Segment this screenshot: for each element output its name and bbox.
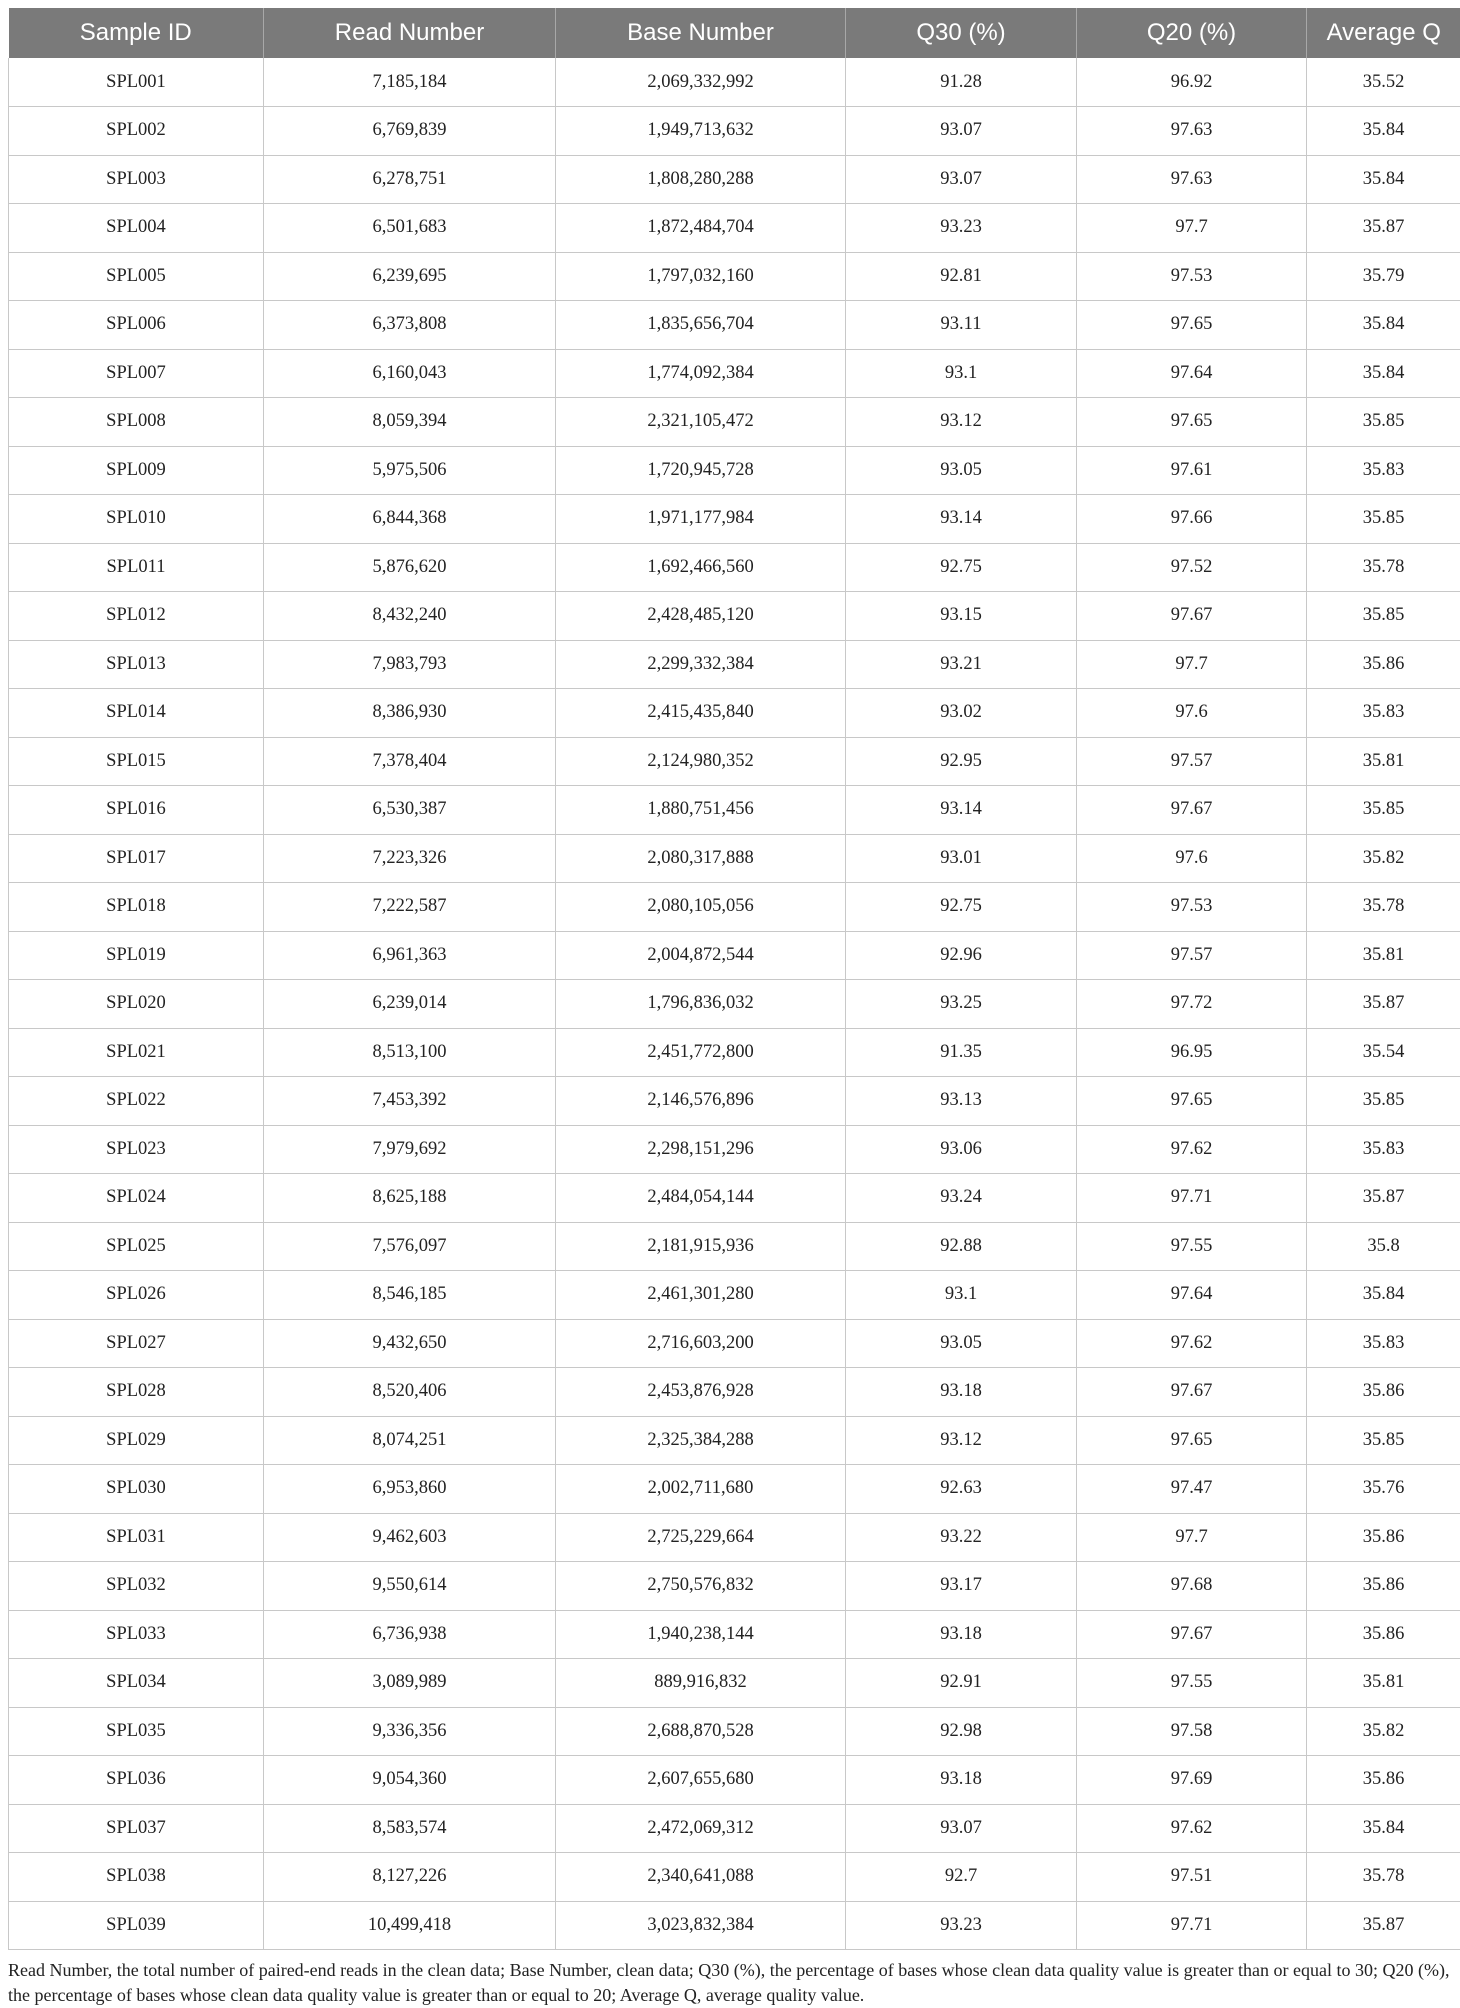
cell-average-q: 35.87 [1307,1901,1460,1950]
table-row [9,349,1460,398]
table-row [9,1174,1460,1223]
cell-average-q: 35.82 [1307,834,1460,883]
table-row [9,592,1460,641]
table-row [9,446,1460,495]
cell-average-q: 35.78 [1307,543,1460,592]
cell-q30: 92.75 [846,543,1077,592]
cell-sample-id: SPL032 [9,1562,264,1611]
cell-average-q: 35.84 [1307,155,1460,204]
cell-q30: 92.63 [846,1465,1077,1514]
table-row [9,1901,1460,1950]
cell-base-number: 2,716,603,200 [556,1319,846,1368]
cell-q20: 97.51 [1077,1853,1307,1902]
cell-q30: 93.07 [846,1804,1077,1853]
cell-q30: 93.23 [846,1901,1077,1950]
cell-q30: 93.05 [846,1319,1077,1368]
cell-q30: 92.75 [846,883,1077,932]
cell-q30: 92.81 [846,252,1077,301]
cell-sample-id: SPL028 [9,1368,264,1417]
cell-read-number: 8,074,251 [264,1416,556,1465]
cell-base-number: 1,835,656,704 [556,301,846,350]
cell-base-number: 3,023,832,384 [556,1901,846,1950]
cell-read-number: 7,983,793 [264,640,556,689]
cell-q30: 93.15 [846,592,1077,641]
table-row [9,252,1460,301]
table-row [9,301,1460,350]
cell-read-number: 9,336,356 [264,1707,556,1756]
cell-average-q: 35.83 [1307,1319,1460,1368]
cell-average-q: 35.87 [1307,1174,1460,1223]
cell-q20: 97.62 [1077,1804,1307,1853]
cell-base-number: 2,321,105,472 [556,398,846,447]
cell-average-q: 35.81 [1307,931,1460,980]
cell-sample-id: SPL030 [9,1465,264,1514]
cell-q20: 97.64 [1077,1271,1307,1320]
table-row [9,689,1460,738]
cell-sample-id: SPL024 [9,1174,264,1223]
cell-read-number: 8,546,185 [264,1271,556,1320]
cell-base-number: 1,796,836,032 [556,980,846,1029]
table-header [9,8,1460,58]
cell-q20: 97.72 [1077,980,1307,1029]
cell-q30: 93.07 [846,155,1077,204]
cell-average-q: 35.87 [1307,980,1460,1029]
cell-read-number: 6,530,387 [264,786,556,835]
cell-base-number: 2,415,435,840 [556,689,846,738]
cell-average-q: 35.83 [1307,689,1460,738]
cell-read-number: 6,844,368 [264,495,556,544]
table-row [9,640,1460,689]
cell-q30: 93.11 [846,301,1077,350]
cell-q20: 97.64 [1077,349,1307,398]
cell-q20: 97.7 [1077,1513,1307,1562]
cell-q30: 93.1 [846,349,1077,398]
table-row [9,495,1460,544]
cell-average-q: 35.79 [1307,252,1460,301]
cell-read-number: 7,453,392 [264,1077,556,1126]
cell-q20: 97.7 [1077,204,1307,253]
cell-q30: 92.88 [846,1222,1077,1271]
cell-base-number: 1,808,280,288 [556,155,846,204]
cell-q20: 97.53 [1077,883,1307,932]
table-row [9,883,1460,932]
table-row [9,1707,1460,1756]
cell-base-number: 2,004,872,544 [556,931,846,980]
cell-sample-id: SPL001 [9,58,264,107]
cell-q30: 93.13 [846,1077,1077,1126]
cell-q30: 93.12 [846,398,1077,447]
cell-q20: 97.62 [1077,1319,1307,1368]
cell-q20: 96.92 [1077,58,1307,107]
cell-q20: 97.47 [1077,1465,1307,1514]
table-row [9,1659,1460,1708]
header-q30: Q30 (%) [846,8,1077,58]
cell-average-q: 35.86 [1307,1513,1460,1562]
cell-q20: 97.53 [1077,252,1307,301]
cell-q30: 93.07 [846,107,1077,156]
cell-read-number: 7,979,692 [264,1125,556,1174]
cell-sample-id: SPL008 [9,398,264,447]
cell-q30: 93.17 [846,1562,1077,1611]
cell-sample-id: SPL016 [9,786,264,835]
cell-base-number: 2,146,576,896 [556,1077,846,1126]
cell-read-number: 7,185,184 [264,58,556,107]
cell-average-q: 35.54 [1307,1028,1460,1077]
cell-read-number: 6,239,695 [264,252,556,301]
table-row [9,1077,1460,1126]
cell-average-q: 35.86 [1307,1562,1460,1611]
cell-read-number: 8,513,100 [264,1028,556,1077]
cell-read-number: 8,432,240 [264,592,556,641]
cell-average-q: 35.87 [1307,204,1460,253]
table-row [9,786,1460,835]
table-row [9,1319,1460,1368]
table-row [9,1804,1460,1853]
cell-average-q: 35.83 [1307,446,1460,495]
table-row [9,1756,1460,1805]
cell-q20: 97.63 [1077,155,1307,204]
cell-base-number: 1,797,032,160 [556,252,846,301]
cell-q30: 93.06 [846,1125,1077,1174]
cell-average-q: 35.85 [1307,398,1460,447]
cell-read-number: 6,501,683 [264,204,556,253]
cell-read-number: 3,089,989 [264,1659,556,1708]
cell-sample-id: SPL009 [9,446,264,495]
cell-base-number: 1,774,092,384 [556,349,846,398]
cell-sample-id: SPL023 [9,1125,264,1174]
cell-read-number: 9,432,650 [264,1319,556,1368]
cell-base-number: 1,880,751,456 [556,786,846,835]
cell-base-number: 2,484,054,144 [556,1174,846,1223]
cell-base-number: 2,181,915,936 [556,1222,846,1271]
cell-q30: 93.24 [846,1174,1077,1223]
cell-q30: 92.95 [846,737,1077,786]
cell-q30: 93.18 [846,1610,1077,1659]
cell-average-q: 35.85 [1307,1077,1460,1126]
cell-sample-id: SPL017 [9,834,264,883]
cell-base-number: 1,872,484,704 [556,204,846,253]
cell-base-number: 2,750,576,832 [556,1562,846,1611]
cell-q20: 97.68 [1077,1562,1307,1611]
table-row [9,1125,1460,1174]
cell-q30: 92.7 [846,1853,1077,1902]
table-row [9,1271,1460,1320]
cell-average-q: 35.84 [1307,301,1460,350]
cell-q20: 97.67 [1077,1368,1307,1417]
table-row [9,1465,1460,1514]
cell-base-number: 2,472,069,312 [556,1804,846,1853]
cell-base-number: 2,461,301,280 [556,1271,846,1320]
table-row [9,1222,1460,1271]
cell-read-number: 6,373,808 [264,301,556,350]
cell-base-number: 2,069,332,992 [556,58,846,107]
cell-base-number: 1,720,945,728 [556,446,846,495]
cell-average-q: 35.8 [1307,1222,1460,1271]
cell-base-number: 2,080,317,888 [556,834,846,883]
cell-q30: 93.22 [846,1513,1077,1562]
cell-q30: 93.18 [846,1368,1077,1417]
cell-read-number: 8,520,406 [264,1368,556,1417]
table-row [9,1513,1460,1562]
cell-average-q: 35.86 [1307,1756,1460,1805]
cell-q30: 93.14 [846,495,1077,544]
cell-read-number: 8,583,574 [264,1804,556,1853]
cell-sample-id: SPL037 [9,1804,264,1853]
table-row [9,834,1460,883]
cell-sample-id: SPL005 [9,252,264,301]
cell-read-number: 8,127,226 [264,1853,556,1902]
cell-q20: 97.63 [1077,107,1307,156]
cell-q20: 97.65 [1077,1416,1307,1465]
cell-read-number: 6,239,014 [264,980,556,1029]
cell-sample-id: SPL027 [9,1319,264,1368]
cell-average-q: 35.85 [1307,1416,1460,1465]
cell-q20: 97.65 [1077,398,1307,447]
cell-sample-id: SPL021 [9,1028,264,1077]
cell-average-q: 35.81 [1307,1659,1460,1708]
cell-q30: 92.98 [846,1707,1077,1756]
cell-read-number: 7,576,097 [264,1222,556,1271]
cell-q30: 92.91 [846,1659,1077,1708]
cell-q20: 97.6 [1077,834,1307,883]
cell-q20: 97.67 [1077,1610,1307,1659]
cell-q30: 93.18 [846,1756,1077,1805]
cell-sample-id: SPL018 [9,883,264,932]
cell-read-number: 6,769,839 [264,107,556,156]
cell-q20: 97.71 [1077,1901,1307,1950]
cell-average-q: 35.84 [1307,349,1460,398]
cell-sample-id: SPL029 [9,1416,264,1465]
cell-q20: 97.55 [1077,1222,1307,1271]
table-row [9,58,1460,107]
cell-sample-id: SPL038 [9,1853,264,1902]
cell-sample-id: SPL015 [9,737,264,786]
header-q20: Q20 (%) [1077,8,1307,58]
cell-base-number: 2,725,229,664 [556,1513,846,1562]
cell-read-number: 7,222,587 [264,883,556,932]
cell-read-number: 6,953,860 [264,1465,556,1514]
cell-q20: 97.55 [1077,1659,1307,1708]
cell-read-number: 6,278,751 [264,155,556,204]
cell-base-number: 2,002,711,680 [556,1465,846,1514]
table-row [9,931,1460,980]
cell-read-number: 9,462,603 [264,1513,556,1562]
cell-sample-id: SPL014 [9,689,264,738]
header-average-q: Average Q [1307,8,1460,58]
cell-sample-id: SPL012 [9,592,264,641]
table-row [9,107,1460,156]
cell-q20: 97.62 [1077,1125,1307,1174]
cell-average-q: 35.82 [1307,1707,1460,1756]
cell-base-number: 1,949,713,632 [556,107,846,156]
cell-read-number: 7,223,326 [264,834,556,883]
header-base-number: Base Number [556,8,846,58]
cell-base-number: 2,607,655,680 [556,1756,846,1805]
table-body [9,58,1460,1950]
cell-q30: 93.01 [846,834,1077,883]
table-row [9,1562,1460,1611]
cell-sample-id: SPL019 [9,931,264,980]
cell-q20: 97.67 [1077,592,1307,641]
cell-read-number: 7,378,404 [264,737,556,786]
cell-base-number: 2,428,485,120 [556,592,846,641]
cell-average-q: 35.86 [1307,1610,1460,1659]
cell-read-number: 8,386,930 [264,689,556,738]
cell-q20: 97.71 [1077,1174,1307,1223]
cell-sample-id: SPL007 [9,349,264,398]
cell-q30: 93.14 [846,786,1077,835]
cell-base-number: 2,451,772,800 [556,1028,846,1077]
cell-base-number: 2,688,870,528 [556,1707,846,1756]
table-row [9,1610,1460,1659]
cell-q20: 97.6 [1077,689,1307,738]
cell-read-number: 5,975,506 [264,446,556,495]
cell-sample-id: SPL031 [9,1513,264,1562]
cell-base-number: 2,325,384,288 [556,1416,846,1465]
cell-q20: 97.58 [1077,1707,1307,1756]
cell-sample-id: SPL036 [9,1756,264,1805]
cell-base-number: 2,124,980,352 [556,737,846,786]
cell-read-number: 6,736,938 [264,1610,556,1659]
cell-average-q: 35.85 [1307,592,1460,641]
cell-average-q: 35.84 [1307,107,1460,156]
cell-q30: 93.02 [846,689,1077,738]
cell-q20: 97.52 [1077,543,1307,592]
cell-sample-id: SPL034 [9,1659,264,1708]
cell-read-number: 5,876,620 [264,543,556,592]
cell-read-number: 10,499,418 [264,1901,556,1950]
cell-base-number: 2,453,876,928 [556,1368,846,1417]
table-row [9,398,1460,447]
cell-q30: 91.28 [846,58,1077,107]
cell-q30: 93.05 [846,446,1077,495]
sequencing-quality-table [8,8,1460,1950]
cell-read-number: 6,961,363 [264,931,556,980]
cell-base-number: 2,299,332,384 [556,640,846,689]
cell-average-q: 35.86 [1307,640,1460,689]
table-row [9,980,1460,1029]
cell-q30: 92.96 [846,931,1077,980]
cell-q30: 93.21 [846,640,1077,689]
cell-base-number: 1,971,177,984 [556,495,846,544]
cell-sample-id: SPL002 [9,107,264,156]
cell-read-number: 9,550,614 [264,1562,556,1611]
cell-base-number: 1,940,238,144 [556,1610,846,1659]
table-row [9,155,1460,204]
cell-sample-id: SPL020 [9,980,264,1029]
table-row [9,737,1460,786]
cell-average-q: 35.52 [1307,58,1460,107]
table-row [9,1028,1460,1077]
cell-base-number: 2,080,105,056 [556,883,846,932]
cell-q30: 93.23 [846,204,1077,253]
cell-q20: 97.57 [1077,931,1307,980]
header-row [9,8,1460,58]
cell-sample-id: SPL022 [9,1077,264,1126]
cell-q20: 97.65 [1077,301,1307,350]
cell-average-q: 35.81 [1307,737,1460,786]
cell-read-number: 8,625,188 [264,1174,556,1223]
cell-sample-id: SPL010 [9,495,264,544]
cell-sample-id: SPL011 [9,543,264,592]
cell-q20: 97.65 [1077,1077,1307,1126]
cell-q20: 96.95 [1077,1028,1307,1077]
cell-q30: 93.1 [846,1271,1077,1320]
header-sample-id: Sample ID [9,8,264,58]
cell-sample-id: SPL025 [9,1222,264,1271]
cell-average-q: 35.85 [1307,786,1460,835]
cell-average-q: 35.86 [1307,1368,1460,1417]
cell-q20: 97.57 [1077,737,1307,786]
cell-average-q: 35.76 [1307,1465,1460,1514]
table-row [9,1853,1460,1902]
cell-read-number: 8,059,394 [264,398,556,447]
cell-sample-id: SPL033 [9,1610,264,1659]
cell-average-q: 35.84 [1307,1804,1460,1853]
table-row [9,1416,1460,1465]
cell-sample-id: SPL006 [9,301,264,350]
table-row [9,1368,1460,1417]
cell-sample-id: SPL013 [9,640,264,689]
table-row [9,543,1460,592]
cell-read-number: 6,160,043 [264,349,556,398]
cell-base-number: 889,916,832 [556,1659,846,1708]
cell-average-q: 35.85 [1307,495,1460,544]
cell-average-q: 35.83 [1307,1125,1460,1174]
cell-q20: 97.61 [1077,446,1307,495]
cell-base-number: 2,340,641,088 [556,1853,846,1902]
cell-sample-id: SPL039 [9,1901,264,1950]
cell-sample-id: SPL035 [9,1707,264,1756]
cell-q20: 97.67 [1077,786,1307,835]
cell-base-number: 2,298,151,296 [556,1125,846,1174]
cell-average-q: 35.78 [1307,883,1460,932]
cell-sample-id: SPL003 [9,155,264,204]
cell-q30: 91.35 [846,1028,1077,1077]
cell-q20: 97.69 [1077,1756,1307,1805]
cell-q30: 93.25 [846,980,1077,1029]
cell-q30: 93.12 [846,1416,1077,1465]
cell-average-q: 35.84 [1307,1271,1460,1320]
cell-q20: 97.7 [1077,640,1307,689]
table-footnote: Read Number, the total number of paired-end reads in the clean data; Base Number, clean data; Q30 (%), the percentage of bases whose clean data quality value is greater than or equal to 30; Q20 (%), the percentage of bases whose clean data quality value is greater than or equal to 20; Average Q, average quality value. [8,1958,1460,2008]
cell-base-number: 1,692,466,560 [556,543,846,592]
header-read-number: Read Number [264,8,556,58]
cell-read-number: 9,054,360 [264,1756,556,1805]
cell-sample-id: SPL004 [9,204,264,253]
cell-average-q: 35.78 [1307,1853,1460,1902]
cell-q20: 97.66 [1077,495,1307,544]
table-row [9,204,1460,253]
cell-sample-id: SPL026 [9,1271,264,1320]
